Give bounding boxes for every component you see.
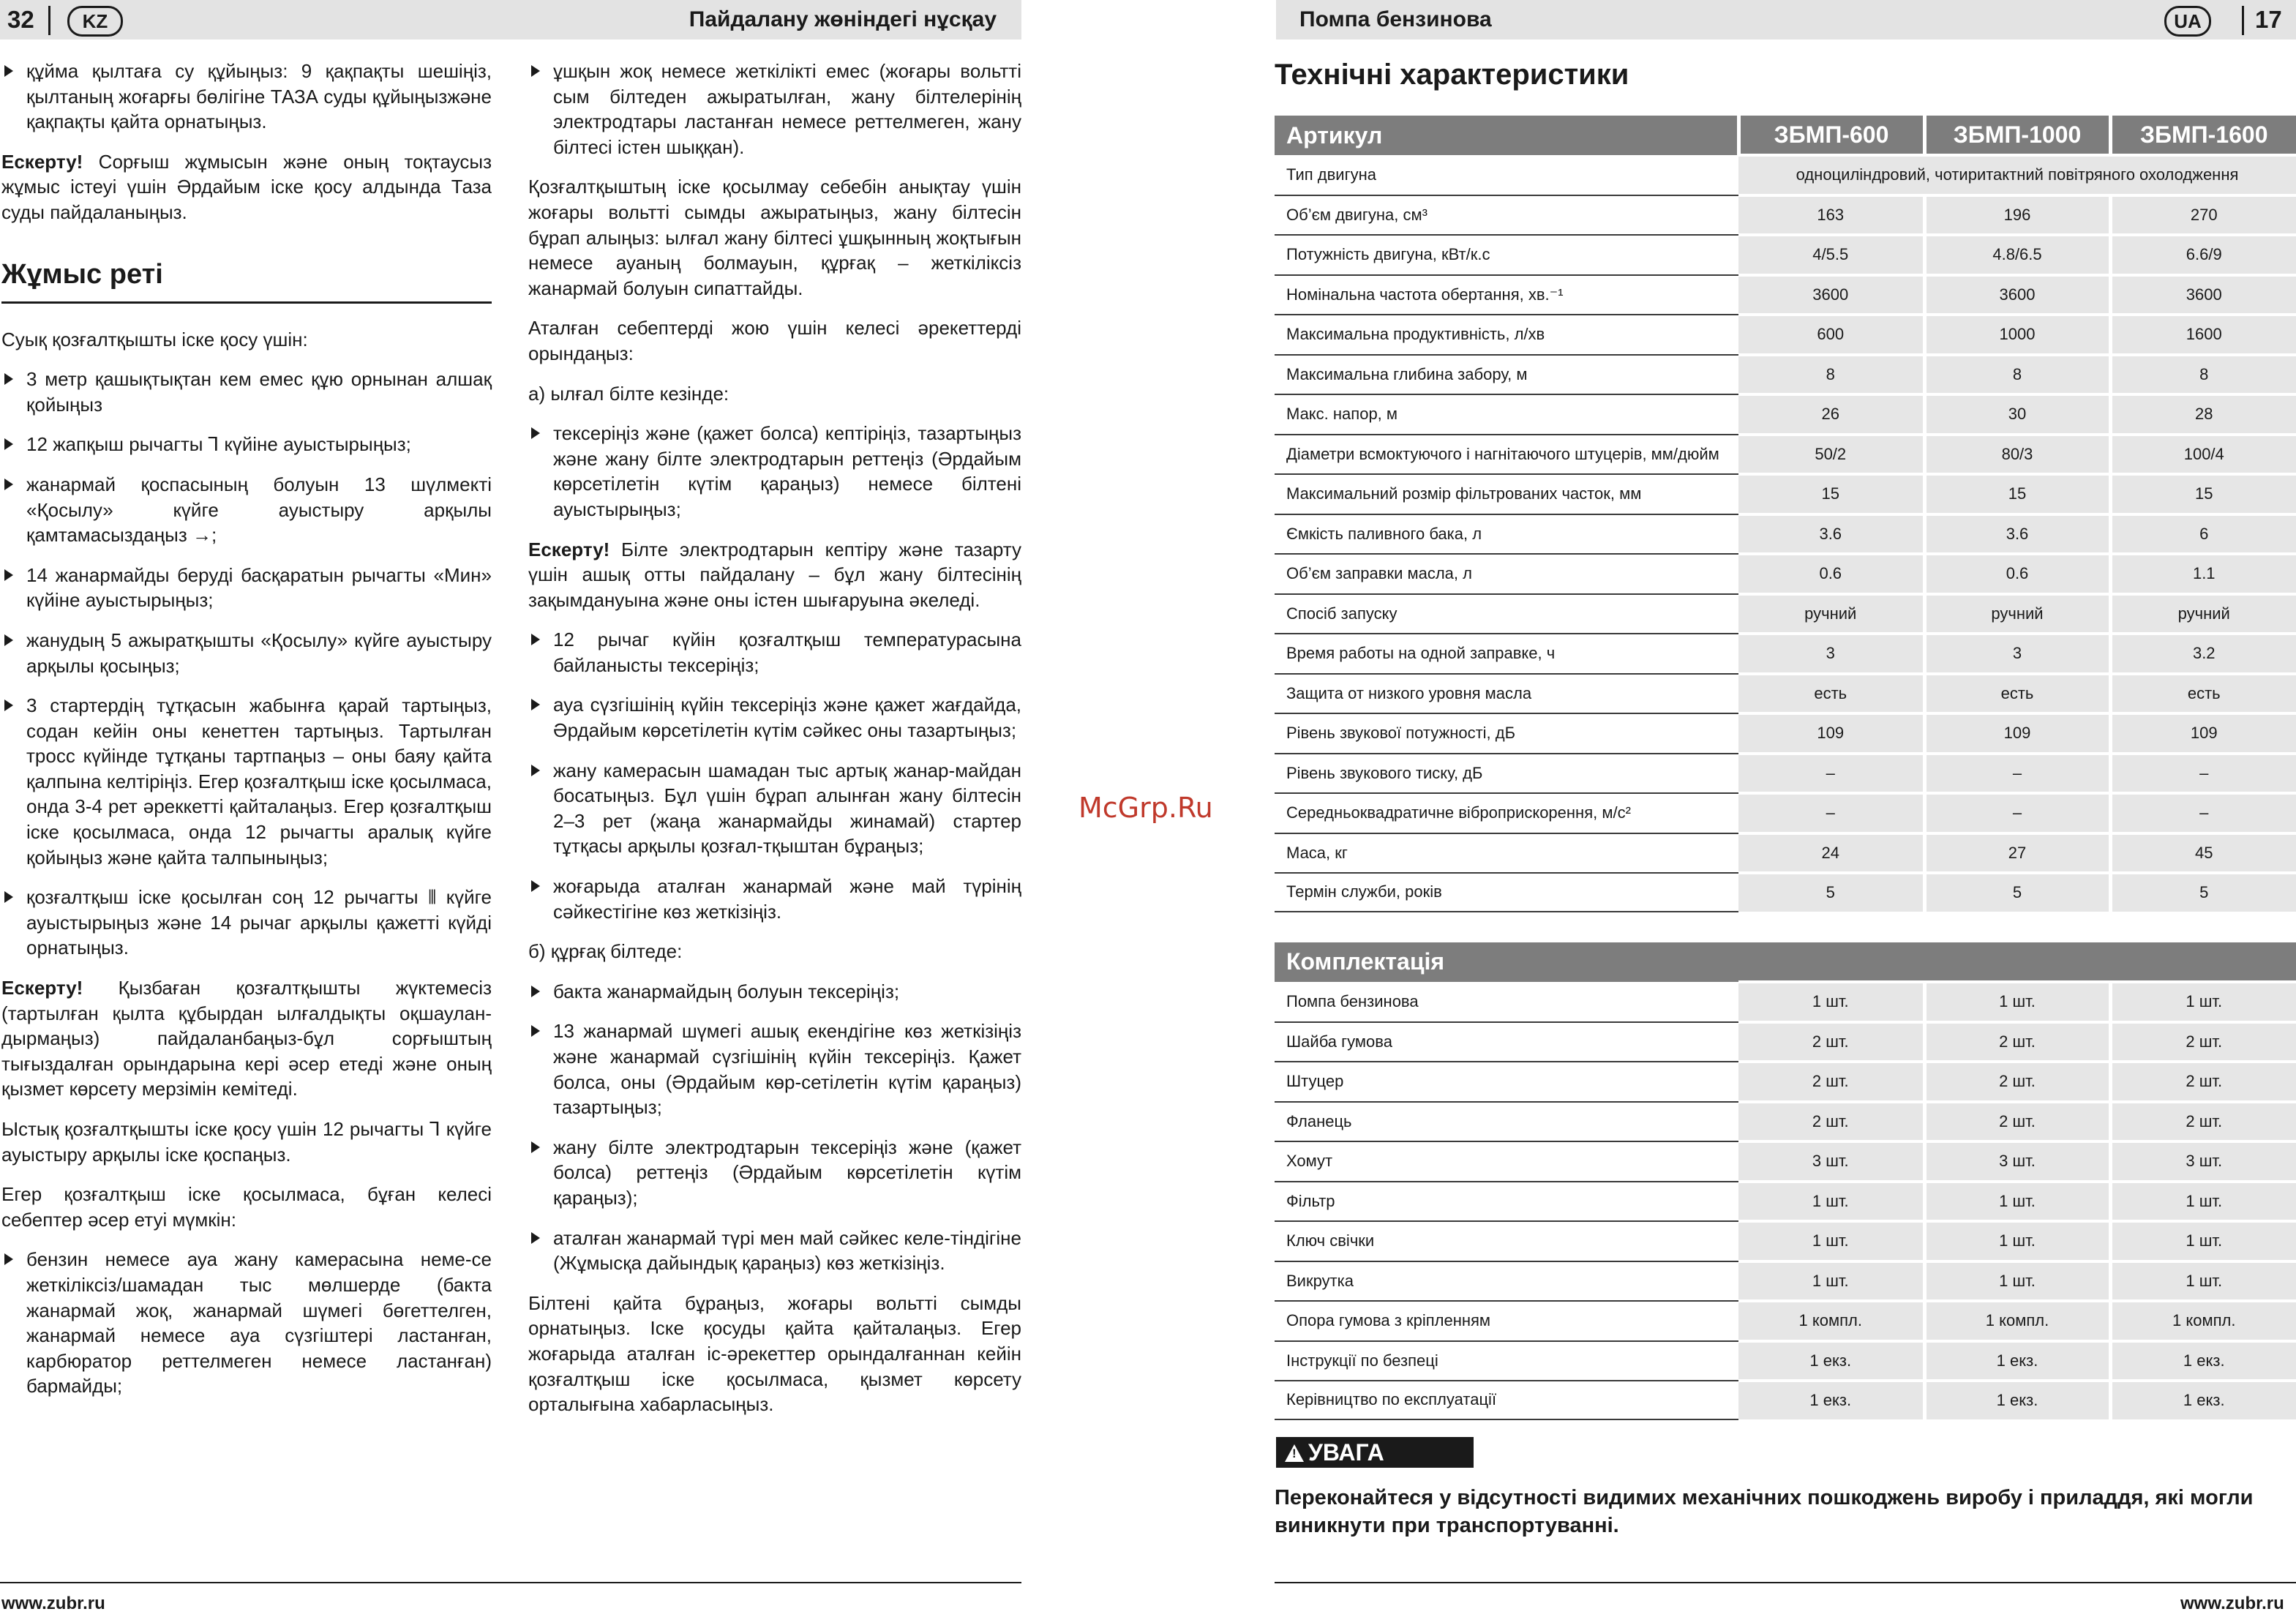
table-row: [1275, 275, 2296, 315]
row-value-cell: 1 компл.: [1924, 1301, 2110, 1341]
table-row: [1275, 873, 2296, 912]
row-value-cell: 1 шт.: [1924, 982, 2110, 1022]
table-row: [1275, 634, 2296, 674]
row-label-cell: Время работы на одной заправке, ч: [1275, 634, 1738, 674]
row-label-cell: Фільтр: [1275, 1182, 1738, 1222]
row-label-cell: Ключ свічки: [1275, 1221, 1738, 1261]
row-value-cell: 0.6: [1738, 554, 1924, 594]
spec-header-cell: ЗБМП-600: [1738, 116, 1924, 155]
row-value-cell: –: [1924, 754, 2110, 794]
row-value-cell: 1 екз.: [1924, 1381, 2110, 1419]
row-value-cell: 1 шт.: [1924, 1221, 2110, 1261]
right-page-number: 17: [2255, 6, 2282, 33]
row-value-cell: –: [1738, 754, 1924, 794]
row-value-cell: 1 шт.: [1738, 1221, 1924, 1261]
row-value-cell: 1 екз.: [2110, 1341, 2296, 1381]
row-value-cell: 270: [2110, 195, 2296, 236]
row-value-cell: 1 шт.: [2110, 1261, 2296, 1302]
left-column-2: [528, 59, 1021, 1432]
row-value-cell: 1 шт.: [1738, 1182, 1924, 1222]
row-value-cell: 2 шт.: [1924, 1022, 2110, 1062]
row-value-cell: 1 шт.: [2110, 1182, 2296, 1222]
row-value-cell: 5: [1738, 873, 1924, 912]
row-value-cell: –: [2110, 793, 2296, 833]
spec-table: [1275, 116, 2296, 912]
row-value-cell: 2 шт.: [1738, 1062, 1924, 1102]
list-item: жанармай қоспасының болуын 13 шүлмекті «Қосылу» күйге ауыстыру арқылы қамтамасыздаңыз →;: [1, 472, 492, 548]
row-value-cell: 3600: [2110, 275, 2296, 315]
table-row: [1275, 474, 2296, 514]
list-item: 12 рычаг күйін қозғалтқыш температурасына байланысты тексеріңіз;: [528, 627, 1021, 678]
row-label-cell: Викрутка: [1275, 1261, 1738, 1302]
row-value-cell: 1 екз.: [2110, 1381, 2296, 1419]
list-item: бензин немесе ауа жану камерасына неме-се жеткіліксіз/шамадан тыс мөлшерде (бакта жанармай жоқ, жанармай шүмегі бөгеттелген, жанармай немесе ауа сүзгіштері ластанған, карбюратор реттелмеген немесе ластанған) бармайды;: [1, 1247, 492, 1399]
left-page-number: 32: [7, 6, 34, 33]
row-value-cell: 3 шт.: [1738, 1141, 1924, 1182]
row-label-cell: Шайба гумова: [1275, 1022, 1738, 1062]
left-footer-line: [0, 1582, 1021, 1583]
row-label-cell: Опора гумова з кріпленням: [1275, 1301, 1738, 1341]
right-footer-url[interactable]: www.zubr.ru: [2180, 1594, 2284, 1613]
row-value-cell: 3 шт.: [2110, 1141, 2296, 1182]
list-item: 13 жанармай шүмегі ашық екендігіне көз жеткізіңіз және жанармай сүзгішінің күйін тексеріңіз. Қажет болса, оны (Әрдайым көр-сетілетін күтім қараңыз) тазартыңыз;: [528, 1018, 1021, 1119]
left-header-divider: [48, 6, 50, 35]
row-value-cell: 3.6: [1738, 514, 1924, 555]
row-value-cell: 1600: [2110, 315, 2296, 355]
row-label-cell: Рівень звукового тиску, дБ: [1275, 754, 1738, 794]
row-value-cell: 28: [2110, 394, 2296, 435]
row-value-cell: 1000: [1924, 315, 2110, 355]
row-value-cell: 3.2: [2110, 634, 2296, 674]
row-label-cell: Ємкість паливного бака, л: [1275, 514, 1738, 555]
table-row: [1275, 674, 2296, 714]
row-value-cell: 1 компл.: [2110, 1301, 2296, 1341]
row-value-cell: 163: [1738, 195, 1924, 236]
row-label-cell: Макс. напор, м: [1275, 394, 1738, 435]
spec-section-title: Технічні характеристики: [1275, 59, 1629, 91]
row-value-cell: 30: [1924, 394, 2110, 435]
table-row: [1275, 315, 2296, 355]
list-item: жану білте электродтарын тексеріңіз және (қажет болса) реттеңіз (Әрдайым көрсетілетін күтім қараңыз);: [528, 1135, 1021, 1211]
row-value-cell: 2 шт.: [2110, 1062, 2296, 1102]
check-paragraph: Қозғалтқыштың іске қосылмау себебін анықтау үшін жоғары вольтті сымды ажыратыңыз, жану білтесін бұрап алыңыз: ылғал жану білтесі ұшқынның жоқтығын немесе ауаның болмауын, құрғақ – жеткіліксіз жанармай болуын сипаттайды.: [528, 176, 1021, 299]
row-value-cell: 45: [2110, 833, 2296, 874]
row-value-cell: 1 шт.: [1738, 1261, 1924, 1302]
left-header-title: Пайдалану жөніндегі нұсқау: [689, 7, 997, 31]
table-row: [1275, 1062, 2296, 1102]
row-value-cell: 3600: [1738, 275, 1924, 315]
row-value-cell: 1 екз.: [1738, 1341, 1924, 1381]
row-value-cell: 3.6: [1924, 514, 2110, 555]
kit-header-cell: Комплектація: [1275, 942, 2296, 982]
row-value-cell: 1 шт.: [1924, 1182, 2110, 1222]
table-row: [1275, 355, 2296, 395]
row-label-cell: Максимальна продуктивність, л/хв: [1275, 315, 1738, 355]
table-row: [1275, 1261, 2296, 1302]
list-item: 14 жанармайды беруді басқаратын рычагты «Мин» күйіне ауыстырыңыз;: [1, 563, 492, 613]
list-item: жану камерасын шамадан тыс артық жанар-майдан босатыңыз. Бұл үшін бұрап алынған жану білтесін 2–3 рет (жаңа жанармайды жинамай) стартер тұтқасы арқылы қозғал-тқыштан бұраңыз;: [528, 758, 1021, 859]
subsection-b-label: б) құрғақ білтеде:: [528, 940, 683, 963]
table-row: [1275, 1141, 2296, 1182]
right-header-title: Помпа бензинова: [1299, 7, 1492, 31]
row-value-cell: 196: [1924, 195, 2110, 236]
table-row: [1275, 155, 2296, 195]
row-value-cell: 600: [1738, 315, 1924, 355]
row-label-cell: Хомут: [1275, 1141, 1738, 1182]
row-value-cell: 2 шт.: [1738, 1022, 1924, 1062]
row-value-cell: 80/3: [1924, 435, 2110, 475]
list-item: жанудың 5 ажыратқышты «Қосылу» күйге ауыстыру арқылы қосыңыз;: [1, 628, 492, 678]
row-value-cell: 3 шт.: [1924, 1141, 2110, 1182]
row-value-cell: 3600: [1924, 275, 2110, 315]
row-value-cell: 109: [1924, 713, 2110, 754]
note-paragraph: Ескерту! Қызбаған қозғалтқышты жүктемесіз (тартылған қылта құбырдан ылғалдықты оқшаулан-дырмаңыз) пайдаланбаңыз-бұл сорғыштың тығыздалған орындарына кері әсер етеді және оның қызмет көрсету мерзімін кемітеді.: [1, 977, 492, 1100]
kit-header-row: [1275, 942, 2296, 982]
row-label-cell: Спосіб запуску: [1275, 594, 1738, 634]
table-row: [1275, 1381, 2296, 1419]
note-paragraph: Ескерту! Білте электродтарын кептіру және тазарту үшін ашық отты пайдалану – бұл жану білтесінің зақымдануына және оны істен шығаруына әкеледі.: [528, 538, 1021, 611]
row-value-cell: есть: [2110, 674, 2296, 714]
row-value-cell: 0.6: [1924, 554, 2110, 594]
table-row: [1275, 235, 2296, 275]
row-value-cell: есть: [1738, 674, 1924, 714]
row-label-cell: Рівень звукової потужності, дБ: [1275, 713, 1738, 754]
row-value-cell: 100/4: [2110, 435, 2296, 475]
kit-table: [1275, 942, 2296, 1420]
table-row: [1275, 435, 2296, 475]
row-value-cell: 1 шт.: [1924, 1261, 2110, 1302]
table-row: [1275, 514, 2296, 555]
row-value-cell: 1 шт.: [1738, 982, 1924, 1022]
table-row: [1275, 195, 2296, 236]
left-footer-url[interactable]: www.zubr.ru: [1, 1594, 105, 1613]
row-value-cell: 15: [1738, 474, 1924, 514]
list-item: 12 жапқыш рычагты ⅂ күйіне ауыстырыңыз;: [1, 432, 492, 457]
row-value-cell: 109: [1738, 713, 1924, 754]
row-label-cell: Діаметри всмоктуючого і нагнітаючого штуцерів, мм/дюйм: [1275, 435, 1738, 475]
row-label-cell: Потужність двигуна, кВт/к.с: [1275, 235, 1738, 275]
spec-header-cell: ЗБМП-1000: [1924, 116, 2110, 155]
row-value-cell: 8: [2110, 355, 2296, 395]
row-value-cell: ручний: [1738, 594, 1924, 634]
row-value-cell: 1.1: [2110, 554, 2296, 594]
row-label-cell: Об’єм двигуна, см³: [1275, 195, 1738, 236]
right-header-divider: [2242, 6, 2244, 35]
row-label-cell: Фланець: [1275, 1102, 1738, 1142]
row-label-cell: Помпа бензинова: [1275, 982, 1738, 1022]
warning-icon: !: [1285, 1444, 1304, 1462]
table-row: [1275, 982, 2296, 1022]
spec-header-row: [1275, 116, 2296, 155]
fix-paragraph: Аталған себептерді жою үшін келесі әрекеттерді орындаңыз:: [528, 317, 1021, 364]
table-row: [1275, 1221, 2296, 1261]
spec-header-cell: ЗБМП-1600: [2110, 116, 2296, 155]
list-item: бакта жанармайдың болуын тексеріңіз;: [528, 979, 1021, 1005]
row-value-cell: –: [2110, 754, 2296, 794]
intro-paragraph: Суық қозғалтқышты іске қосу үшін:: [1, 328, 308, 350]
table-row: [1275, 1022, 2296, 1062]
row-value-cell: 15: [2110, 474, 2296, 514]
row-value-cell: 27: [1924, 833, 2110, 874]
watermark: McGrp.Ru: [1078, 792, 1213, 824]
row-value-cell: 1 шт.: [2110, 1221, 2296, 1261]
row-value-cell: 8: [1924, 355, 2110, 395]
row-value-cell: 1 компл.: [1738, 1301, 1924, 1341]
row-label-cell: Керівництво по експлуатації: [1275, 1381, 1738, 1419]
note-paragraph: Ескерту! Сорғыш жұмысын және оның тоқтаусыз жұмыс істеуі үшін Әрдайым іске қосу алдында Таза суды пайдаланыңыз.: [1, 150, 492, 223]
list-item: құйма қылтаға су құйыңыз: 9 қақпақты шешіңіз, қылтаның жоғарғы бөлігіне ТАЗА суды құйыңызжәне қақпақты қайта орнатыңыз.: [1, 59, 492, 135]
row-value-cell: –: [1738, 793, 1924, 833]
warning-badge: ! УВАГА: [1276, 1437, 1474, 1468]
table-row: [1275, 554, 2296, 594]
row-label-cell: Середньоквадратичне віброприскорення, м/с²: [1275, 793, 1738, 833]
row-value-cell: 26: [1738, 394, 1924, 435]
table-row: [1275, 394, 2296, 435]
row-value-cell: ручний: [2110, 594, 2296, 634]
spec-header-cell: Артикул: [1275, 116, 1738, 155]
row-label-cell: Об’єм заправки масла, л: [1275, 554, 1738, 594]
row-value-cell: 50/2: [1738, 435, 1924, 475]
table-row: [1275, 1301, 2296, 1341]
row-value-cell: 4/5.5: [1738, 235, 1924, 275]
fail-intro-paragraph: Егер қозғалтқыш іске қосылмаса, бұған келесі себептер әсер етуі мүмкін:: [1, 1183, 492, 1231]
row-label-cell: Штуцер: [1275, 1062, 1738, 1102]
row-value-cell: –: [1924, 793, 2110, 833]
subsection-a-label: а) ылғал білте кезінде:: [528, 382, 729, 405]
row-value-cell: 2 шт.: [1738, 1102, 1924, 1142]
final-paragraph: Білтені қайта бұраңыз, жоғары вольтті сымды орнатыңыз. Іске қосуды қайта қайталаңыз. Егер жоғарыда аталған іс-әрекеттер орындалғаннан кейін қозғалтқыш іске қосылмаса, қызмет көрсету орталығына хабарласыңыз.: [528, 1291, 1021, 1416]
list-item: қозғалтқыш іске қосылған соң 12 рычагты ⫴ күйге ауыстырыңыз және 14 рычаг арқылы қажетті күйді орнатыңыз.: [1, 885, 492, 961]
row-value-cell: 2 шт.: [1924, 1062, 2110, 1102]
right-footer-line: [1275, 1582, 2296, 1583]
row-value-cell: 3: [1924, 634, 2110, 674]
row-value-cell: 8: [1738, 355, 1924, 395]
row-value-cell: 1 екз.: [1924, 1341, 2110, 1381]
table-row: [1275, 594, 2296, 634]
table-row: [1275, 1102, 2296, 1142]
table-row: [1275, 754, 2296, 794]
warning-text: Переконайтеся у відсутності видимих механічних пошкоджень виробу і приладдя, які могли виникнути при транспортуванні.: [1275, 1486, 2254, 1537]
row-value-cell: 2 шт.: [2110, 1022, 2296, 1062]
row-value-cell: 1 екз.: [1738, 1381, 1924, 1419]
spec-value-cell: одноциліндровий, чотиритактний повітряного охолодження: [1738, 155, 2296, 195]
row-value-cell: 6.6/9: [2110, 235, 2296, 275]
steps-list: [1, 367, 492, 961]
row-label-cell: Термін служби, років: [1275, 873, 1738, 912]
list-item: аталған жанармай түрі мен май сәйкес келе-тіндігіне (Жұмысқа дайындық қараңыз) көз жеткізіңіз.: [528, 1226, 1021, 1276]
row-value-cell: 2 шт.: [1924, 1102, 2110, 1142]
hot-start-paragraph: Ыстық қозғалтқышты іске қосу үшін 12 рычагты ⅂ күйге ауыстыру арқылы іске қоспаңыз.: [1, 1118, 492, 1166]
table-row: [1275, 713, 2296, 754]
row-value-cell: 109: [2110, 713, 2296, 754]
row-label-cell: Номінальна частота обертання, хв.⁻¹: [1275, 275, 1738, 315]
row-value-cell: 15: [1924, 474, 2110, 514]
row-value-cell: 24: [1738, 833, 1924, 874]
list-item: тексеріңіз және (қажет болса) кептіріңіз, тазартыңыз және жану білте электродтарын реттеңіз (Әрдайым көрсетілетін күтім қараңыз) немесе білтені ауыстырыңыз;: [528, 421, 1021, 522]
row-value-cell: 3: [1738, 634, 1924, 674]
row-label-cell: Защита от низкого уровня масла: [1275, 674, 1738, 714]
row-value-cell: ручний: [1924, 594, 2110, 634]
row-label-cell: Інструкції по безпеці: [1275, 1341, 1738, 1381]
spec-label-cell: Тип двигуна: [1275, 155, 1738, 195]
section-title: Жұмыс реті: [1, 258, 492, 304]
row-value-cell: 1 шт.: [2110, 982, 2296, 1022]
table-row: [1275, 833, 2296, 874]
list-item: ауа сүзгішінің күйін тексеріңіз және қажет жағдайда, Әрдайым көрсетілетін күтім сәйкес оны тазартыңыз;: [528, 692, 1021, 743]
list-item: 3 стартердің тұтқасын жабынға қарай тартыңыз, содан кейін оны кенеттен тартыңыз. Тартылған тросс күйінде тұтқаны тартпаңыз – оны баяу қайта қалпына келтіріңіз. Егер қозғалтқыш іске қосылмаса, онда 3-4 рет әреккетті қайталаңыз. Егер қозғалтқыш іске қосылмаса, онда 12 рычагты аралық күйге қойыңыз және қайта талпыныңыз;: [1, 693, 492, 870]
left-column-1: [1, 59, 492, 1414]
row-value-cell: 6: [2110, 514, 2296, 555]
row-value-cell: есть: [1924, 674, 2110, 714]
table-row: [1275, 1182, 2296, 1222]
row-value-cell: 4.8/6.5: [1924, 235, 2110, 275]
list-item: 3 метр қашықтықтан кем емес құю орнынан алшақ қойыңыз: [1, 367, 492, 417]
row-label-cell: Маса, кг: [1275, 833, 1738, 874]
row-value-cell: 2 шт.: [2110, 1102, 2296, 1142]
row-label-cell: Максимальна глибина забору, м: [1275, 355, 1738, 395]
left-lang-badge: KZ: [67, 6, 123, 37]
row-value-cell: 5: [1924, 873, 2110, 912]
list-item: жоғарыда аталған жанармай және май түрінің сәйкестігіне көз жеткізіңіз.: [528, 874, 1021, 924]
table-row: [1275, 1341, 2296, 1381]
row-label-cell: Максимальний розмір фільтрованих часток, мм: [1275, 474, 1738, 514]
row-value-cell: 5: [2110, 873, 2296, 912]
list-item: ұшқын жоқ немесе жеткілікті емес (жоғары вольтті сым білтеден ажыратылған, жану білтелерінің электродтары ластанған немесе реттелмеген, жану білтесі істен шыққан).: [528, 59, 1021, 160]
right-lang-badge: UA: [2164, 6, 2211, 37]
table-row: [1275, 793, 2296, 833]
